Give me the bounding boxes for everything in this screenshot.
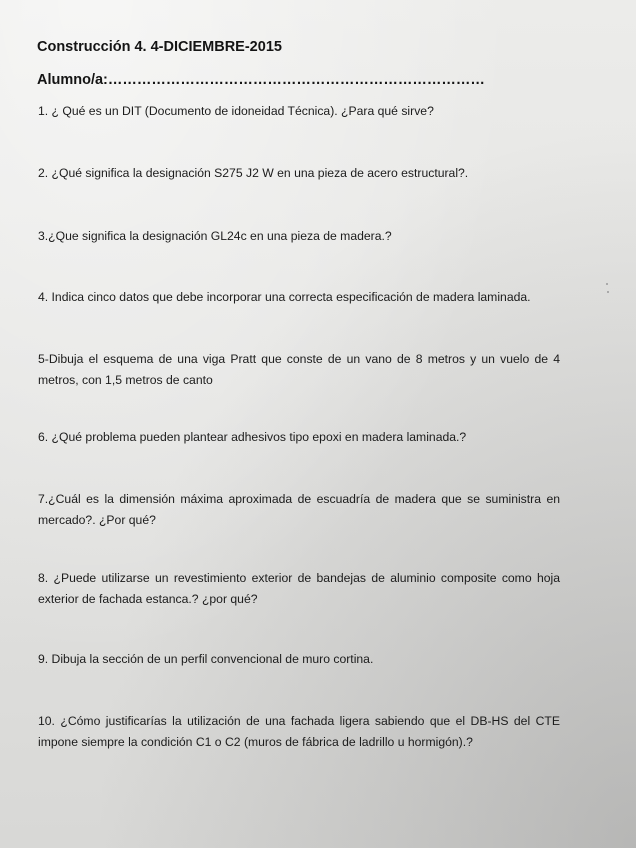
question-3: 3.¿Que significa la designación GL24c en una pieza de madera.? xyxy=(38,229,392,243)
question-1: 1. ¿ Qué es un DIT (Documento de idoneidad Técnica). ¿Para qué sirve? xyxy=(38,104,434,118)
question-7: 7.¿Cuál es la dimensión máxima aproximada de escuadría de madera que se suministra en mercado?. ¿Por qué? xyxy=(38,492,560,527)
question-10: 10. ¿Cómo justificarías la utilización de una fachada ligera sabiendo que el DB-HS del CTE impone siempre la condición C1 o C2 (muros de fábrica de ladrillo u hormigón).? xyxy=(38,714,560,749)
question-8: 8. ¿Puede utilizarse un revestimiento exterior de bandejas de aluminio composite como hoja exterior de fachada estanca.? ¿por qué? xyxy=(38,571,560,606)
question-4: 4. Indica cinco datos que debe incorporar una correcta especificación de madera laminada. xyxy=(38,290,531,304)
question-2: 2. ¿Qué significa la designación S275 J2 W en una pieza de acero estructural?. xyxy=(38,166,469,180)
question-6: 6. ¿Qué problema pueden plantear adhesivos tipo epoxi en madera laminada.? xyxy=(38,430,467,444)
exam-title: Construcción 4. 4-DICIEMBRE-2015 xyxy=(37,39,282,55)
student-name-line: Alumno/a:…………………………………………………………………… xyxy=(37,72,485,88)
question-5: 5-Dibuja el esquema de una viga Pratt que conste de un vano de 8 metros y un vuelo de 4 metros, con 1,5 metros de canto xyxy=(38,352,560,387)
question-9: 9. Dibuja la sección de un perfil convencional de muro cortina. xyxy=(38,652,374,666)
paper-speck xyxy=(607,291,609,293)
paper-speck xyxy=(606,283,608,285)
